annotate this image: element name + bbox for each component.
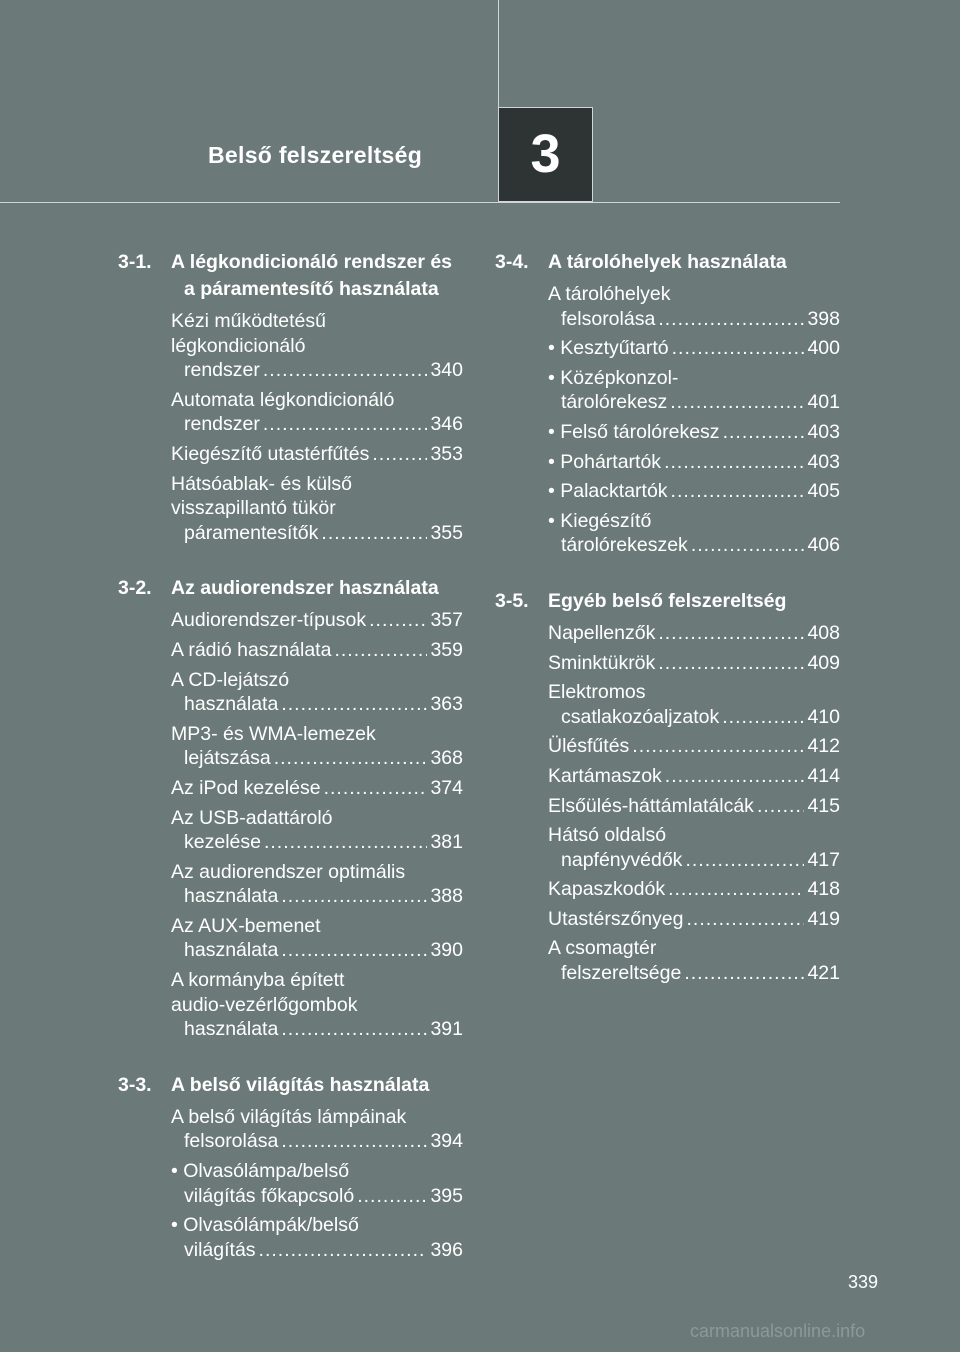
toc-entry-text: Kiegészítő utastérfűtés (171, 442, 370, 465)
toc-entry[interactable] (171, 1213, 463, 1262)
toc-entry-last-line (171, 358, 463, 383)
dot-leader (686, 907, 804, 932)
toc-entry-text: napfényvédők (561, 848, 683, 871)
toc-page-number: 381 (430, 831, 463, 854)
toc-entry-text: tárolórekesz (561, 391, 668, 414)
toc-entry[interactable] (548, 509, 840, 558)
toc-entry-last-line (548, 420, 840, 445)
toc-page-number: 419 (807, 907, 840, 930)
toc-page-number: 405 (807, 480, 840, 503)
toc-entry-text: Elsőülés-háttámlatálcák (548, 794, 754, 817)
toc-entry-last-line (548, 961, 840, 986)
header-divider-horizontal (0, 202, 840, 203)
toc-entry-line: Automata légkondicionáló (171, 388, 395, 411)
dot-leader (281, 1129, 427, 1154)
toc-entry[interactable] (548, 282, 840, 331)
toc-entry-last-line (548, 877, 840, 902)
toc-page-number: 415 (807, 794, 840, 817)
toc-page-number: 363 (430, 693, 463, 716)
toc-entry[interactable] (548, 823, 840, 872)
toc-entry-last-line (548, 336, 840, 361)
toc-entry-text: A rádió használata (171, 638, 332, 661)
toc-entry-text: világítás főkapcsoló (184, 1184, 355, 1207)
toc-page-number: 353 (430, 442, 463, 465)
toc-entry-text: • Kesztyűtartó (548, 337, 669, 360)
toc-entry[interactable] (171, 1159, 463, 1208)
toc-entry-last-line (548, 479, 840, 504)
section-heading (495, 588, 840, 615)
toc-page-number: 403 (807, 450, 840, 473)
toc-entry-line: A csomagtér (548, 937, 657, 960)
toc-entry[interactable] (548, 794, 840, 819)
toc-entry-last-line (171, 442, 463, 467)
toc-page-number: 401 (807, 391, 840, 414)
toc-entry-line: A tárolóhelyek (548, 283, 671, 305)
toc-entry-last-line (548, 705, 840, 730)
toc-entry[interactable] (548, 479, 840, 504)
toc-page-number: 412 (807, 735, 840, 758)
toc-entry-text: • Felső tárolórekesz (548, 420, 720, 443)
toc-entry-text: lejátszása (184, 747, 271, 770)
toc-entry[interactable] (548, 877, 840, 902)
section-entries (118, 309, 463, 545)
dot-leader (281, 938, 427, 963)
dot-leader (658, 621, 804, 646)
toc-entry-text: csatlakozóaljzatok (561, 705, 720, 728)
toc-page-number: 414 (807, 764, 840, 787)
dot-leader (665, 764, 805, 789)
toc-entry[interactable] (171, 309, 463, 383)
toc-entry-last-line (171, 938, 463, 963)
dot-leader (263, 358, 428, 383)
dot-leader (670, 390, 804, 415)
dot-leader (324, 776, 428, 801)
toc-entry[interactable] (548, 366, 840, 415)
dot-leader (372, 442, 427, 467)
section-gap (118, 550, 463, 575)
toc-entry-line: A belső világítás lámpáinak (171, 1105, 407, 1128)
toc-entry-last-line (548, 734, 840, 759)
toc-entry-text: Ülésfűtés (548, 735, 630, 758)
toc-entry-line: A CD-lejátszó (171, 668, 290, 691)
toc-entry[interactable] (171, 442, 463, 467)
dot-leader (357, 1184, 427, 1209)
toc-entry-last-line (171, 521, 463, 546)
toc-entry[interactable] (171, 668, 463, 717)
toc-entry-line: Kézi működtetésű (171, 310, 327, 332)
section-title: A tárolóhelyek használata (548, 251, 787, 273)
dot-leader (264, 830, 427, 855)
dot-leader (668, 877, 804, 902)
toc-entry[interactable] (171, 608, 463, 633)
toc-entry-last-line (548, 390, 840, 415)
toc-left-column (118, 249, 463, 1267)
toc-entry-text: Sminktükrök (548, 651, 656, 674)
toc-entry[interactable] (548, 907, 840, 932)
dot-leader (281, 884, 427, 909)
toc-entry-last-line (171, 1129, 463, 1154)
toc-entry[interactable] (171, 806, 463, 855)
toc-entry-text: használata (184, 939, 279, 962)
section-number: 3-5. (495, 589, 529, 612)
toc-entry-last-line (171, 1238, 463, 1263)
toc-page-number: 355 (430, 521, 463, 544)
dot-leader (757, 794, 805, 819)
toc-entry-text: tárolórekeszek (561, 534, 688, 557)
dot-leader (281, 1017, 427, 1042)
toc-page-number: 346 (430, 413, 463, 436)
toc-entry-last-line (171, 412, 463, 437)
toc-entry-text: kezelése (184, 831, 261, 854)
toc-entry[interactable] (171, 722, 463, 771)
watermark: carmanualsonline.info (690, 1321, 866, 1341)
dot-leader (334, 638, 427, 663)
toc-entry[interactable] (548, 621, 840, 646)
dot-leader (263, 412, 428, 437)
toc-page-number: 374 (430, 776, 463, 799)
toc-entry-last-line (171, 692, 463, 717)
toc-entry-last-line (548, 533, 840, 558)
toc-entry-last-line (171, 1017, 463, 1042)
toc-entry-last-line (548, 907, 840, 932)
dot-leader (672, 336, 805, 361)
toc-page-number: 417 (807, 848, 840, 871)
toc-page-number: 357 (430, 609, 463, 632)
dot-leader (685, 848, 804, 873)
toc-entry-line: • Olvasólámpák/belső (171, 1214, 359, 1237)
section-entries (118, 1105, 463, 1263)
dot-leader (369, 608, 427, 633)
toc-entry-text: Az iPod kezelése (171, 776, 321, 799)
toc-entry-last-line (171, 776, 463, 801)
dot-leader (691, 533, 805, 558)
toc-entry-text: felsorolása (184, 1130, 279, 1153)
dot-leader (722, 705, 804, 730)
toc-entry-line: audio-vezérlőgombok (171, 993, 358, 1016)
toc-entry-line: • Olvasólámpa/belső (171, 1160, 350, 1183)
chapter-title: Belső felszereltség (208, 142, 423, 168)
toc-entry-text: páramentesítők (184, 521, 319, 544)
toc-entry-line: • Kiegészítő (548, 509, 652, 532)
toc-entry[interactable] (171, 388, 463, 437)
section-title: A légkondicionáló rendszer és a páramentesítő használata (171, 251, 453, 300)
toc-entry-text: rendszer (184, 413, 260, 436)
toc-entry-last-line (171, 1184, 463, 1209)
toc-page-number: 408 (807, 621, 840, 644)
toc-page-number: 359 (430, 638, 463, 661)
dot-leader (684, 961, 804, 986)
toc-entry-line: Az AUX-bemenet (171, 914, 321, 937)
toc-entry-line: visszapillantó tükör (171, 497, 336, 520)
toc-right-column (495, 249, 840, 991)
toc-entry[interactable] (548, 680, 840, 729)
toc-entry-text: Utastérszőnyeg (548, 907, 684, 930)
toc-page-number: 388 (430, 885, 463, 908)
section-title: Az audiorendszer használata (171, 577, 439, 600)
toc-page-number: 403 (807, 420, 840, 443)
section-heading (118, 249, 463, 303)
section-entries (495, 282, 840, 558)
toc-entry-text: • Pohártartók (548, 450, 662, 473)
dot-leader (321, 521, 427, 546)
toc-entry-line: • Középkonzol- (548, 366, 679, 389)
toc-entry[interactable] (548, 651, 840, 676)
toc-entry-last-line (548, 848, 840, 873)
section-heading (495, 249, 840, 276)
toc-entry[interactable] (548, 764, 840, 789)
toc-entry-text: Kapaszkodók (548, 878, 666, 901)
toc-entry[interactable] (171, 860, 463, 909)
page-number: 339 (848, 1272, 879, 1292)
section-title: Egyéb belső felszereltség (548, 589, 787, 612)
toc-page-number: 400 (807, 337, 840, 360)
toc-entry-line: Hátsó oldalsó (548, 824, 667, 847)
toc-page-number: 391 (430, 1018, 463, 1041)
toc-entry[interactable] (548, 420, 840, 445)
toc-entry-line: Hátsóablak- és külső (171, 472, 353, 495)
toc-entry-line: Az USB-adattároló (171, 806, 333, 829)
header-divider-vertical (498, 0, 499, 107)
toc-entry[interactable] (548, 734, 840, 759)
toc-entry-text: Kartámaszok (548, 764, 662, 787)
toc-page-number: 406 (807, 534, 840, 557)
toc-entry-last-line (171, 830, 463, 855)
dot-leader (671, 479, 805, 504)
toc-page-number: 410 (807, 705, 840, 728)
toc-entry-last-line (171, 608, 463, 633)
section-entries (495, 621, 840, 986)
toc-entry-last-line (548, 651, 840, 676)
toc-entry-text: használata (184, 885, 279, 908)
toc-entry-line: Az audiorendszer optimális (171, 860, 406, 883)
toc-entry-last-line (171, 746, 463, 771)
toc-entry[interactable] (171, 776, 463, 801)
section-heading (118, 575, 463, 602)
section-title: A belső világítás használata (171, 1073, 430, 1096)
dot-leader (632, 734, 804, 759)
toc-page-number: 395 (430, 1184, 463, 1207)
toc-entry-last-line (548, 794, 840, 819)
toc-entry-text: használata (184, 1018, 279, 1041)
toc-page-number: 368 (430, 747, 463, 770)
toc-entry-last-line (548, 450, 840, 475)
section-number: 3-3. (118, 1073, 152, 1096)
toc-entry[interactable] (548, 336, 840, 361)
section-gap (495, 563, 840, 588)
toc-page-number: 340 (430, 359, 463, 382)
dot-leader (281, 692, 427, 717)
toc-entry-line: Elektromos (548, 681, 646, 704)
toc-entry-text: világítás (184, 1238, 256, 1261)
toc-entry[interactable] (171, 472, 463, 546)
section-heading (118, 1072, 463, 1099)
toc-page-number: 421 (807, 962, 840, 985)
toc-entry-text: felszereltsége (561, 962, 682, 985)
section-number: 3-4. (495, 251, 529, 273)
toc-entry-text: Napellenzők (548, 621, 656, 644)
section-number: 3-2. (118, 577, 152, 600)
toc-page-number: 396 (430, 1238, 463, 1261)
toc-page-number: 398 (807, 307, 840, 330)
dot-leader (658, 307, 804, 332)
toc-entry-last-line (548, 764, 840, 789)
toc-entry-text: • Palacktartók (548, 480, 668, 503)
dot-leader (259, 1238, 428, 1263)
toc-page-number: 394 (430, 1130, 463, 1153)
toc-entry-line: MP3- és WMA-lemezek (171, 722, 376, 745)
toc-entry-line: A kormányba épített (171, 969, 345, 992)
toc-entry-last-line (548, 621, 840, 646)
toc-entry-text: Audiorendszer-típusok (171, 609, 367, 632)
toc-entry[interactable] (171, 1105, 463, 1154)
dot-leader (664, 450, 804, 475)
toc-entry[interactable] (171, 638, 463, 663)
toc-page-number: 409 (807, 651, 840, 674)
toc-page-number: 390 (430, 939, 463, 962)
section-number: 3-1. (118, 251, 152, 273)
toc-entry-text: rendszer (184, 359, 260, 382)
toc-page-number: 418 (807, 878, 840, 901)
section-gap (118, 1047, 463, 1072)
toc-entry-last-line (171, 884, 463, 909)
toc-entry-text: használata (184, 693, 279, 716)
dot-leader (658, 651, 804, 676)
toc-entry-last-line (548, 307, 840, 332)
dot-leader (274, 746, 428, 771)
toc-entry[interactable] (548, 936, 840, 985)
dot-leader (723, 420, 805, 445)
toc-entry[interactable] (548, 450, 840, 475)
chapter-number-box: 3 (498, 107, 593, 202)
toc-entry-last-line (171, 638, 463, 663)
toc-entry-text: felsorolása (561, 307, 656, 330)
toc-entry-line: légkondicionáló (171, 334, 306, 357)
section-entries (118, 608, 463, 1042)
toc-entry[interactable] (171, 914, 463, 963)
toc-entry[interactable] (171, 968, 463, 1042)
